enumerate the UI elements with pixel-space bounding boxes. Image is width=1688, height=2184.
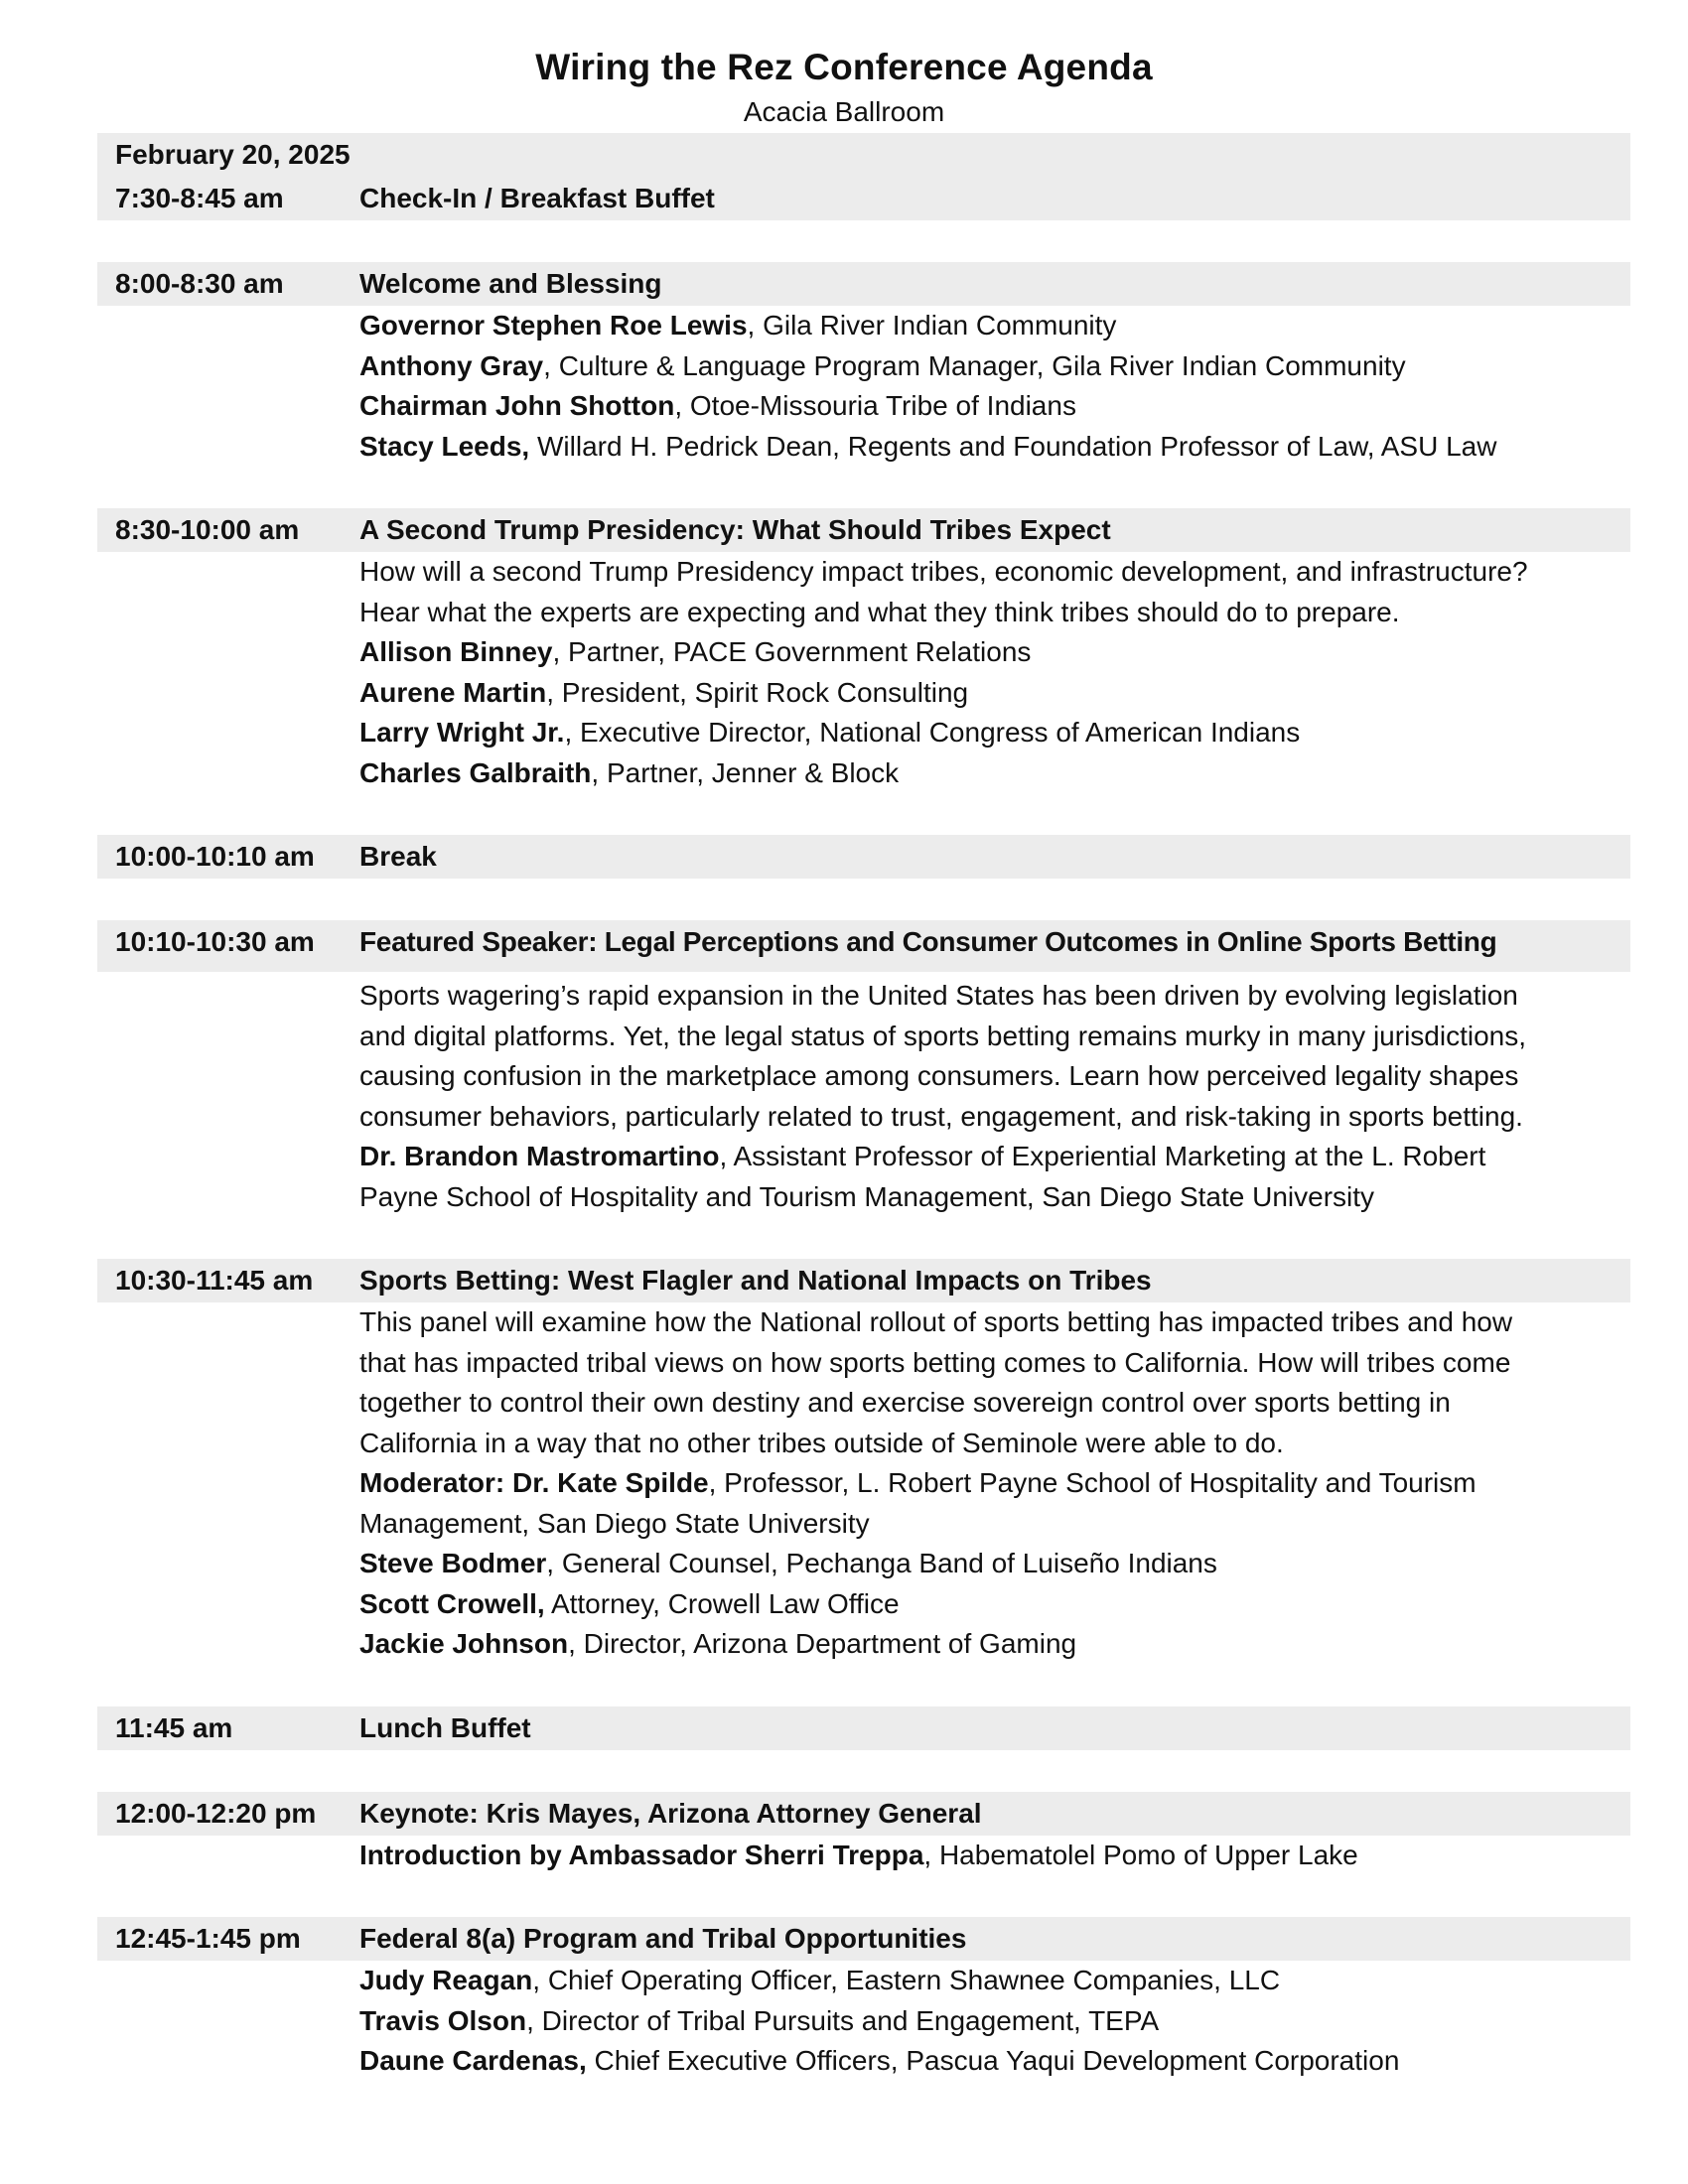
agenda-date: February 20, 2025 [115, 139, 351, 170]
session-title: Break [359, 841, 437, 872]
session-details [359, 1836, 1620, 1876]
speaker-line [359, 386, 1620, 427]
speaker-name: Steve Bodmer [359, 1548, 547, 1578]
session-check-in [97, 177, 1630, 220]
speaker-role: , Habematolel Pomo of Upper Lake [923, 1839, 1358, 1870]
speaker-role: , Culture & Language Program Manager, Gila River Indian Community [543, 349, 1406, 381]
session-details [359, 552, 1620, 793]
session-title: Lunch Buffet [359, 1711, 531, 1743]
session-time: 10:10-10:30 am [115, 926, 315, 957]
session-title: A Second Trump Presidency: What Should Tribes Expect [359, 514, 1111, 545]
speaker-role: , Partner, Jenner & Block [591, 756, 900, 788]
speaker-role: , Partner, PACE Government Relations [552, 636, 1032, 667]
speaker-line [359, 427, 1620, 468]
speaker-name: Charles Galbraith [359, 756, 592, 788]
session-time: 10:00-10:10 am [115, 841, 315, 872]
agenda-table [97, 133, 1630, 2082]
speaker-name: Aurene Martin [359, 676, 547, 708]
session-federal-8a [97, 1917, 1630, 1961]
speaker-line-continued [359, 1177, 1620, 1218]
session-time: 12:00-12:20 pm [115, 1797, 317, 1829]
speaker-role: Management, San Diego State University [359, 1507, 870, 1539]
speaker-name: Governor Stephen Roe Lewis [359, 310, 748, 341]
speaker-name: Dr. Brandon Mastromartino [359, 1141, 720, 1171]
session-details [359, 306, 1620, 467]
description-line: and digital platforms. Yet, the legal status of sports betting remains murky in many jurisdictions, [359, 1020, 1527, 1051]
speaker-line-continued [359, 1504, 1620, 1545]
speaker-line [359, 1463, 1620, 1504]
speaker-line [359, 1137, 1620, 1177]
description-line: causing confusion in the marketplace among consumers. Learn how perceived legality shapes [359, 1060, 1519, 1091]
session-title: Keynote: Kris Mayes, Arizona Attorney General [359, 1797, 982, 1829]
session-time: 12:45-1:45 pm [115, 1923, 301, 1954]
speaker-name: Daune Cardenas, [359, 2045, 587, 2076]
speaker-name: Jackie Johnson [359, 1628, 569, 1659]
session-time: 8:00-8:30 am [115, 268, 284, 299]
speaker-line [359, 713, 1620, 753]
speaker-line [359, 2001, 1620, 2042]
speaker-role: Chief Executive Officers, Pascua Yaqui Development Corporation [586, 2045, 1400, 2076]
speaker-role: , Otoe-Missouria Tribe of Indians [674, 390, 1076, 421]
description-line: that has impacted tribal views on how sports betting comes to California. How will tribes come [359, 1346, 1511, 1378]
session-title: Federal 8(a) Program and Tribal Opportunities [359, 1923, 967, 1954]
session-title: Welcome and Blessing [359, 268, 662, 299]
speaker-role: , Professor, L. Robert Payne School of Hospitality and Tourism [708, 1467, 1477, 1498]
session-trump-presidency [97, 508, 1630, 552]
session-time: 11:45 am [115, 1711, 233, 1743]
document-header [0, 42, 1688, 131]
session-title: Check-In / Breakfast Buffet [359, 183, 715, 213]
speaker-role: Attorney, Crowell Law Office [544, 1587, 900, 1619]
speaker-name: Larry Wright Jr. [359, 717, 565, 748]
speaker-line [359, 1584, 1620, 1625]
speaker-name: Moderator: Dr. Kate Spilde [359, 1467, 709, 1498]
session-title: Featured Speaker: Legal Perceptions and Consumer Outcomes in Online Sports Betting [359, 926, 1497, 957]
speaker-name: Travis Olson [359, 2004, 527, 2036]
speaker-name: Anthony Gray [359, 349, 544, 381]
speaker-role: , General Counsel, Pechanga Band of Luiseño Indians [546, 1548, 1217, 1578]
session-details [359, 1302, 1620, 1665]
speaker-role: , Chief Operating Officer, Eastern Shawnee Companies, LLC [532, 1965, 1281, 1995]
session-welcome [97, 262, 1630, 306]
speaker-role: Willard H. Pedrick Dean, Regents and Foundation Professor of Law, ASU Law [529, 430, 1497, 462]
speaker-line [359, 2041, 1620, 2082]
speaker-role: , Gila River Indian Community [747, 310, 1117, 341]
speaker-line [359, 1624, 1620, 1665]
venue-subtitle: Acacia Ballroom [743, 96, 945, 127]
description-line: consumer behaviors, particularly related to trust, engagement, and risk-taking in sports betting. [359, 1100, 1523, 1132]
speaker-role: , Director of Tribal Pursuits and Engagement, TEPA [526, 2004, 1160, 2036]
speaker-name: Stacy Leeds, [359, 430, 530, 462]
session-time: 10:30-11:45 am [115, 1265, 314, 1296]
page-title: Wiring the Rez Conference Agenda [535, 47, 1153, 87]
speaker-line [359, 673, 1620, 714]
agenda-date-row [97, 133, 1630, 177]
speaker-line [359, 632, 1620, 673]
session-details [359, 1961, 1620, 2082]
speaker-line [359, 346, 1620, 387]
speaker-name: Chairman John Shotton [359, 390, 675, 421]
speaker-role: , Director, Arizona Department of Gaming [568, 1628, 1077, 1659]
speaker-line [359, 1961, 1620, 2001]
description-line: Sports wagering’s rapid expansion in the United States has been driven by evolving legislation [359, 980, 1518, 1011]
speaker-line [359, 1544, 1620, 1584]
description-line: together to control their own destiny and exercise sovereign control over sports betting in [359, 1387, 1451, 1418]
speaker-role: , President, Spirit Rock Consulting [546, 676, 969, 708]
session-details [359, 976, 1620, 1217]
speaker-line [359, 753, 1620, 794]
speaker-line [359, 306, 1620, 346]
description-line: Hear what the experts are expecting and what they think tribes should do to prepare. [359, 596, 1400, 627]
speaker-name: Judy Reagan [359, 1965, 533, 1995]
session-sports-betting-panel [97, 1259, 1630, 1302]
speaker-name: Scott Crowell, [359, 1587, 545, 1619]
session-lunch [97, 1706, 1630, 1750]
speaker-role: , Executive Director, National Congress of American Indians [564, 717, 1301, 748]
description-line: This panel will examine how the National rollout of sports betting has impacted tribes and how [359, 1306, 1513, 1337]
session-time: 7:30-8:45 am [115, 183, 284, 213]
session-time: 8:30-10:00 am [115, 514, 300, 545]
session-break [97, 835, 1630, 879]
session-keynote [97, 1792, 1630, 1836]
speaker-role: Payne School of Hospitality and Tourism Management, San Diego State University [359, 1180, 1375, 1212]
session-featured-speaker [97, 920, 1630, 972]
speaker-name: Allison Binney [359, 636, 553, 667]
description-line: California in a way that no other tribes outside of Seminole were able to do. [359, 1427, 1284, 1458]
speaker-name: Introduction by Ambassador Sherri Treppa [359, 1839, 924, 1870]
description-line: How will a second Trump Presidency impact tribes, economic development, and infrastructure? [359, 556, 1528, 587]
speaker-role: , Assistant Professor of Experiential Marketing at the L. Robert [719, 1141, 1486, 1171]
speaker-line [359, 1836, 1620, 1876]
session-title: Sports Betting: West Flagler and National Impacts on Tribes [359, 1265, 1152, 1296]
